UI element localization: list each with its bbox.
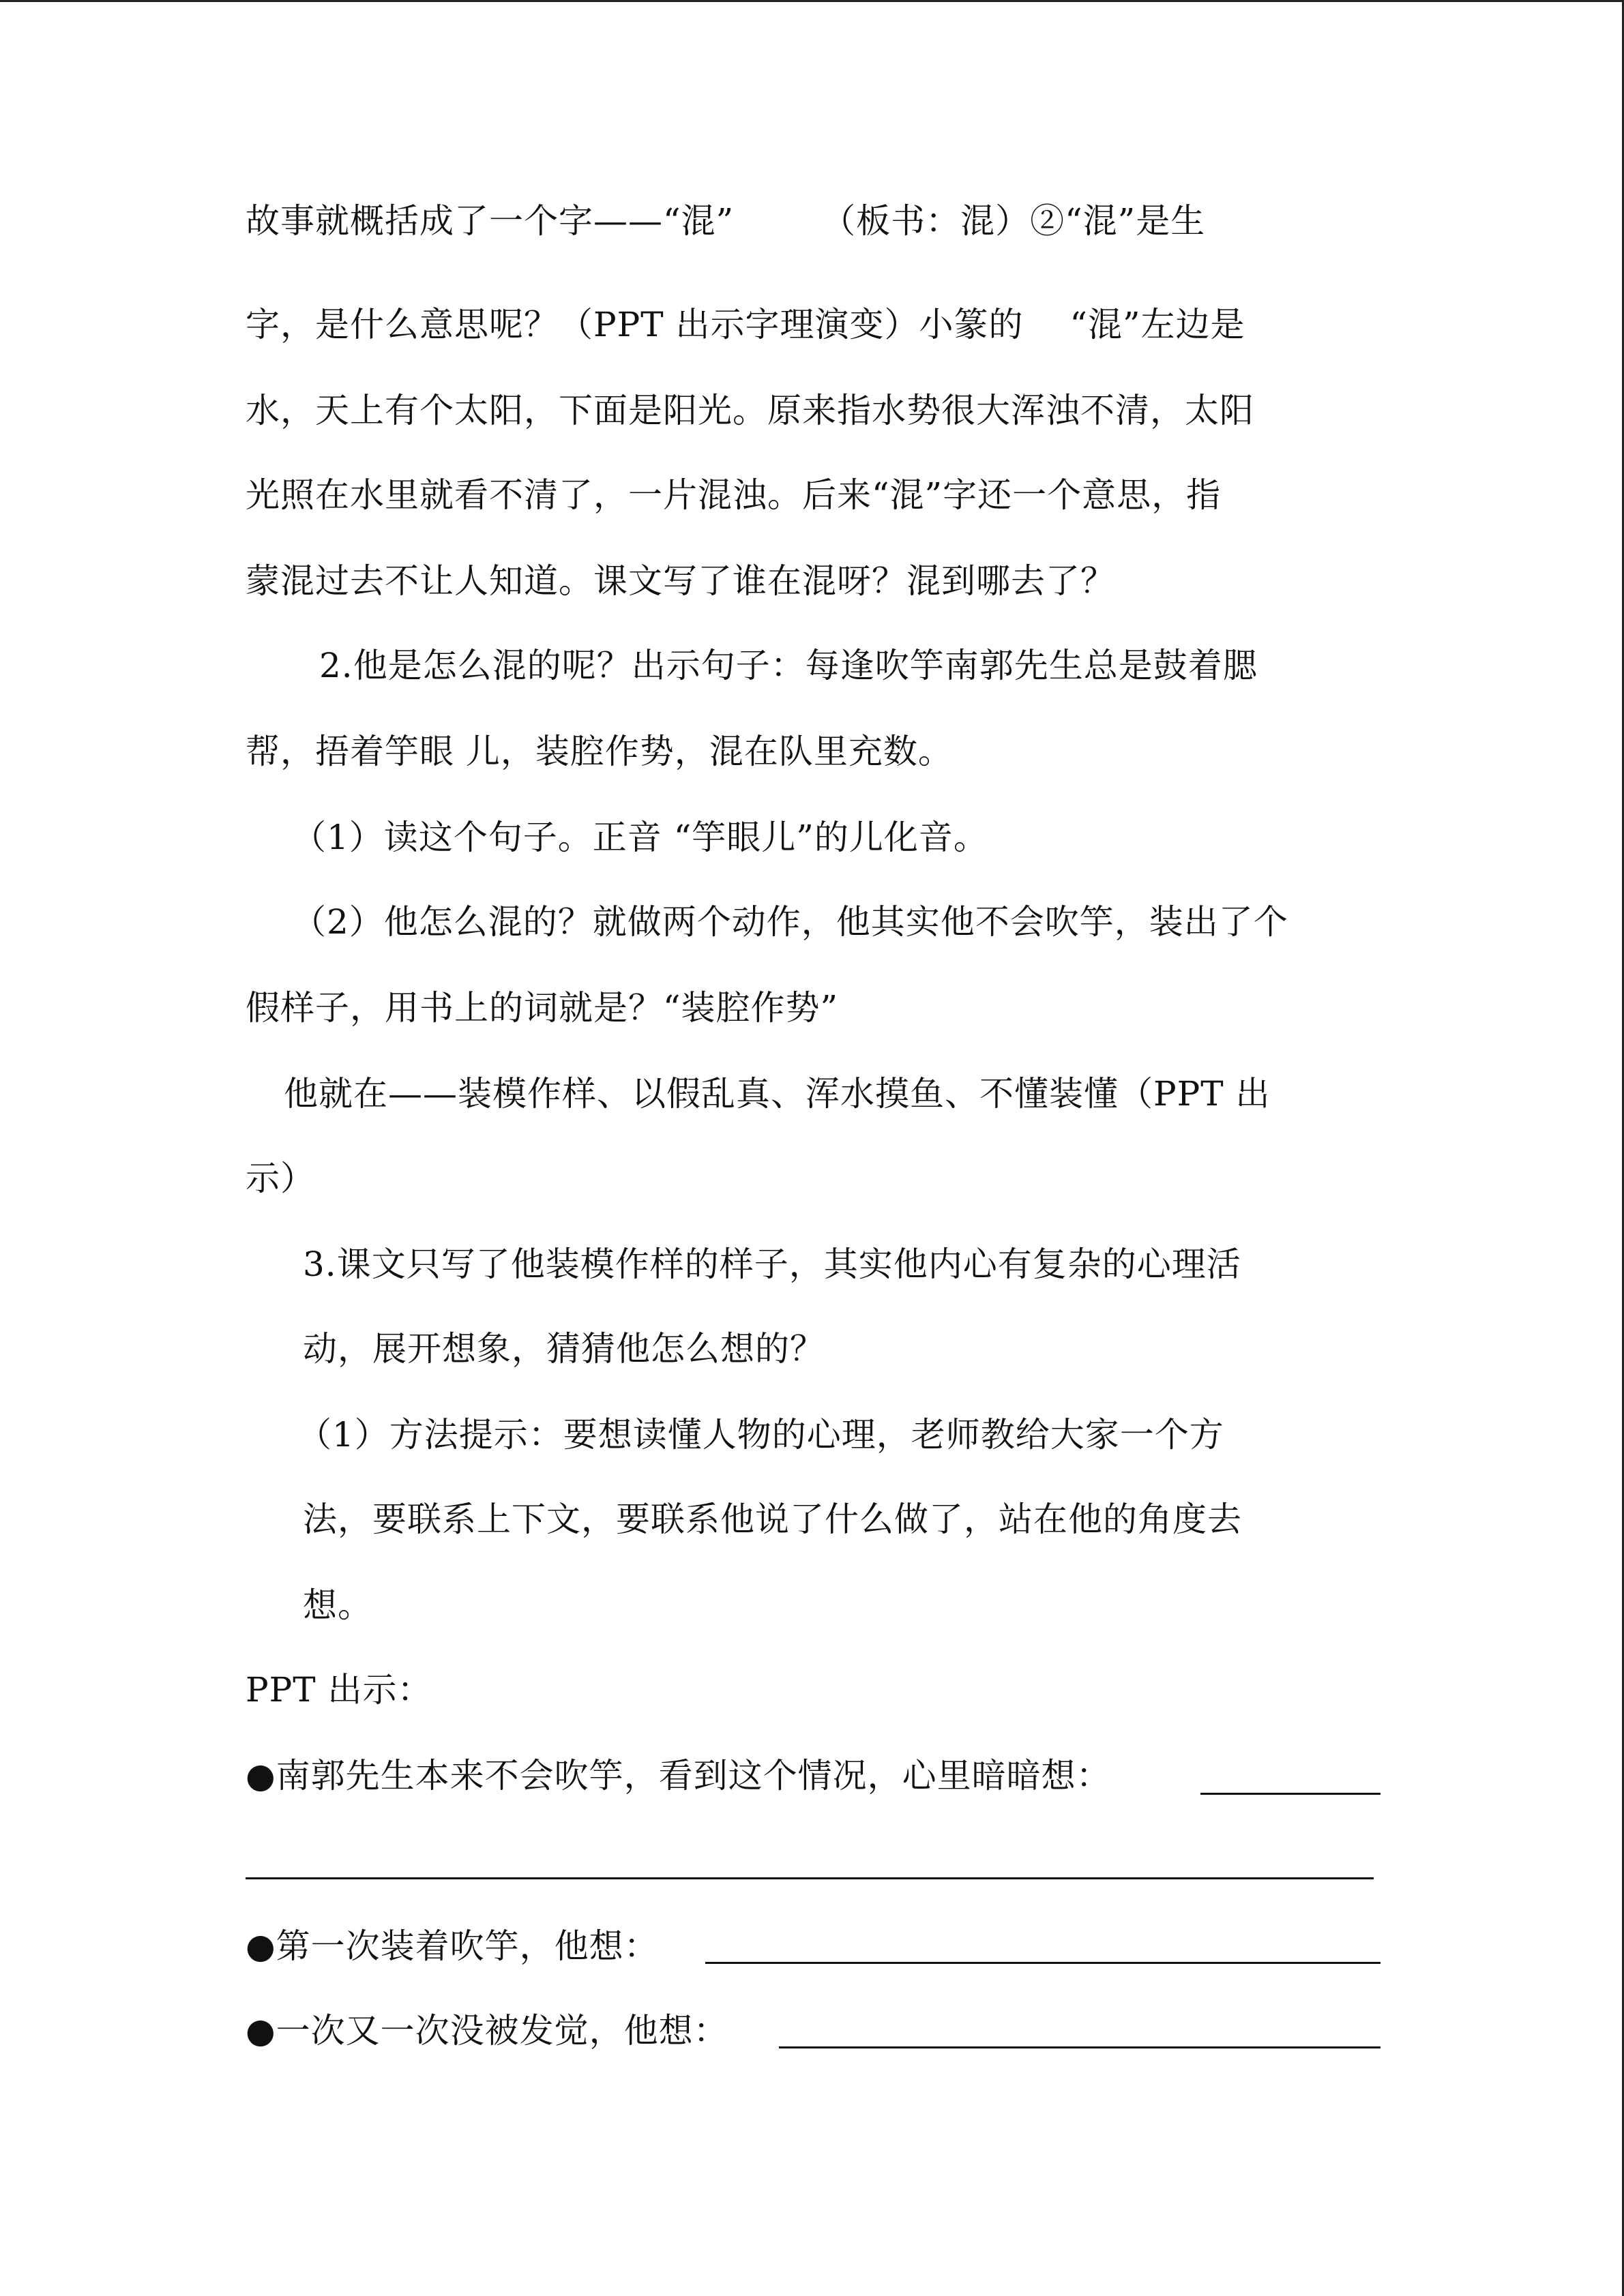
answer-blank[interactable] xyxy=(779,2046,1381,2048)
text-line: PPT 出示： xyxy=(246,1670,432,1710)
prompt-line: ●南郭先生本来不会吹竽，看到这个情况，心里暗暗想： xyxy=(246,1756,1111,1795)
text-line: 假样子，用书上的词就是？“装腔作势” xyxy=(246,988,839,1028)
text-line: 字，是什么意思呢？（PPT 出示字理演变）小篆的 “混”左边是 xyxy=(246,305,1245,344)
text-line: 3.课文只写了他装模作样的样子，其实他内心有复杂的心理活 xyxy=(303,1244,1241,1284)
text-line: 动，展开想象，猜猜他怎么想的？ xyxy=(303,1329,825,1369)
text-line: （1）读这个句子。正音 “竽眼儿”的儿化音。 xyxy=(292,818,988,857)
text-line: 光照在水里就看不清了，一片混浊。后来“混”字还一个意思，指 xyxy=(246,475,1222,515)
text-line: 帮，捂着竽眼 儿，装腔作势，混在队里充数。 xyxy=(246,732,953,771)
text-line: （2）他怎么混的？就做两个动作，他其实他不会吹竽，装出了个 xyxy=(292,902,1288,942)
text-line: 故事就概括成了一个字——“混” （板书：混）②“混”是生 xyxy=(246,201,1206,241)
text-line: 水，天上有个太阳，下面是阳光。原来指水势很大浑浊不清，太阳 xyxy=(246,391,1254,430)
answer-blank[interactable] xyxy=(1200,1793,1381,1795)
prompt-line: ●第一次装着吹竽，他想： xyxy=(246,1926,659,1966)
text-line: 2.他是怎么混的呢？出示句子：每逢吹竽南郭先生总是鼓着腮 xyxy=(319,646,1258,685)
answer-blank[interactable] xyxy=(705,1962,1381,1964)
text-line: 示） xyxy=(246,1159,315,1198)
prompt-line: ●一次又一次没被发觉，他想： xyxy=(246,2011,728,2051)
answer-blank[interactable] xyxy=(246,1877,1374,1879)
text-line: 法，要联系上下文，要联系他说了什么做了，站在他的角度去 xyxy=(303,1500,1242,1539)
text-line: 蒙混过去不让人知道。课文写了谁在混呀？混到哪去了？ xyxy=(246,561,1115,601)
text-line: 想。 xyxy=(303,1585,372,1625)
text-line: （1）方法提示：要想读懂人物的心理，老师教给大家一个方 xyxy=(297,1415,1224,1455)
text-line: 他就在——装模作样、以假乱真、浑水摸鱼、不懂装懂（PPT 出 xyxy=(284,1074,1271,1114)
